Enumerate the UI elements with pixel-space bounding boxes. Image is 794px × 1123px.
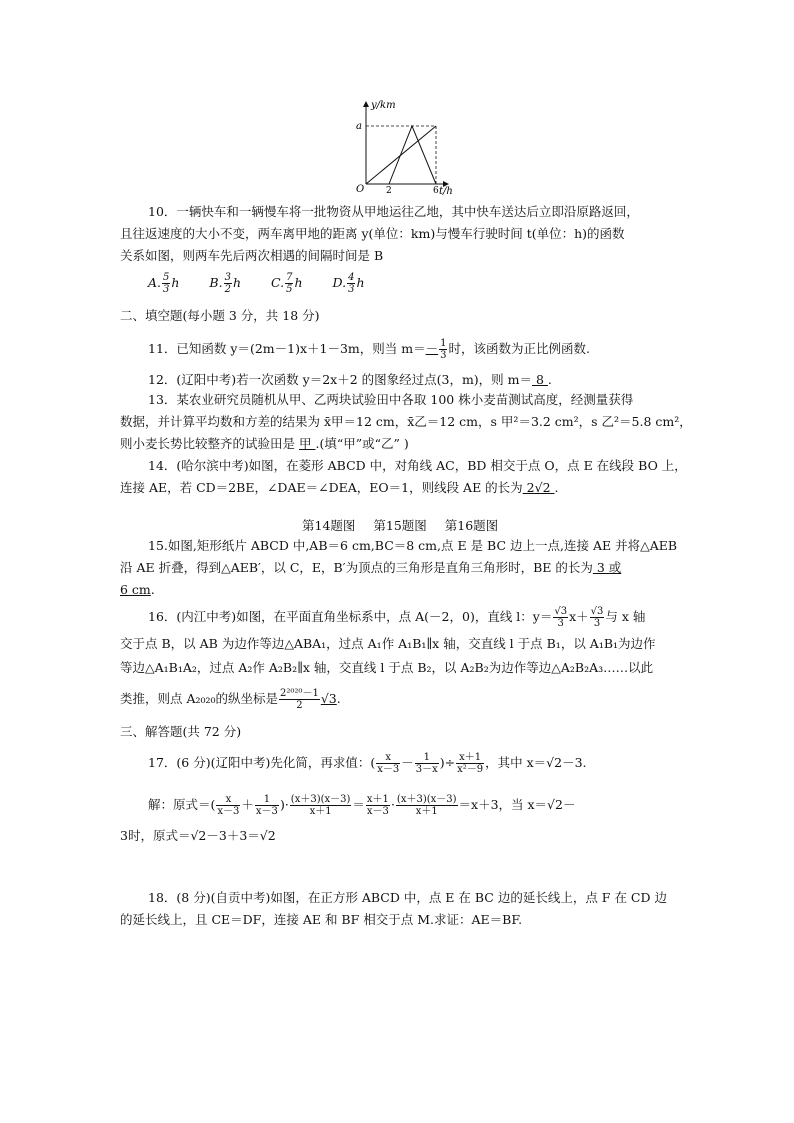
q11-answer: － $\frac{1}{3}$	[425, 338, 447, 361]
q16-line3: 等边△A₁B₁A₂，过点 A₂作 A₂B₂∥x 轴，交直线 l 于点 B₂，以 A₂B₂为边作等边△A₂B₂A₃……以此	[120, 660, 654, 675]
q14-answer: 2√2	[522, 480, 555, 495]
q10-line2: 且往返速度的大小不变，两车离甲地的距离 y(单位：km)与慢车行驶时间 t(单位：h)的函数	[120, 226, 625, 241]
figure-captions: 第14题图 第15题图 第16题图	[302, 518, 499, 533]
q17-solution-line: 解：原式＝( $\frac{x}{x-3}$ ＋ $\frac{1}{x-3}$ )· $\frac{(x+3)(x-3)}{x+1}$ ＝ $\frac{x+1}{x-3}$ · $\frac{(x+3)(x-3)}{x+1}$ ＝x＋3，当 x＝√2－	[148, 794, 576, 817]
q10-option-c: C. $\frac{7}{5}$ h	[271, 272, 303, 295]
q18-line1: 18．(8 分)(自贡中考)如图，在正方形 ABCD 中，点 E 在 BC 边的延长线上，点 F 在 CD 边	[148, 890, 667, 905]
q13-line1: 13．某农业研究员随机从甲、乙两块试验田中各取 100 株小麦苗测试高度，经测量获得	[148, 392, 634, 407]
q14-line1: 14．(哈尔滨中考)如图，在菱形 ABCD 中，对角线 AC，BD 相交于点 O，点 E 在线段 BO 上，	[148, 458, 687, 473]
q10-line1: 10．一辆快车和一辆慢车将一批物资从甲地运往乙地，其中快车送达后立即沿原路返回，	[148, 204, 639, 219]
q15-line3: 6 cm.	[120, 582, 155, 597]
tick-6-label: 6	[433, 186, 439, 196]
q14-line2: 连接 AE，若 CD＝2BE，∠DAE＝∠DEA，EO＝1，则线段 AE 的长为 2√2 .	[120, 480, 559, 495]
q13-line3: 则小麦长势比较整齐的试验田是 甲 .(填“甲”或“乙” )	[120, 436, 409, 451]
tick-2-label: 2	[386, 186, 392, 196]
q12-answer: 8	[532, 372, 548, 387]
section-solve-heading: 三、解答题(共 72 分)	[120, 724, 242, 739]
distance-time-graph	[344, 98, 454, 196]
x-axis-label: t/h	[439, 186, 453, 196]
origin-label: O	[356, 184, 365, 195]
q18-line2: 的延长线上，且 CE＝DF，连接 AE 和 BF 相交于点 M.求证：AE＝BF.	[120, 912, 523, 927]
q10-option-d: D. $\frac{4}{3}$ h	[332, 272, 365, 295]
q15-answer-part1: 3 或	[592, 560, 622, 575]
q12-line: 12．(辽阳中考)若一次函数 y＝2x＋2 的图象经过点(3，m)，则 m＝ 8 .	[148, 372, 552, 387]
q10-option-a: A. $\frac{5}{3}$ h	[148, 272, 180, 295]
q10-options	[148, 272, 365, 295]
q13-line2: 数据，并计算平均数和方差的结果为 x̄甲＝12 cm，x̄乙＝12 cm，s 甲²＝3.2 cm²，s 乙²＝5.8 cm²，	[120, 414, 692, 429]
q15-line2: 沿 AE 折叠，得到△AEB′，以 C，E，B′为顶点的三角形是直角三角形时，BE 的长为 3 或	[120, 560, 622, 575]
q16-line4: 类推，则点 A₂₀₂₀的纵坐标是 $\frac{\text{2²⁰²⁰－1}}{2}$ √3.	[120, 688, 341, 711]
section-fill-in-heading: 二、填空题(每小题 3 分，共 18 分)	[120, 308, 320, 323]
q13-answer: 甲	[298, 436, 316, 451]
q17-line1: 17．(6 分)(辽阳中考)先化简，再求值：( $\frac{x}{x-3}$ － $\frac{1}{3-x}$ )÷ $\frac{x+1}{\text{x²－9}}$ ，其中 x＝√2－3.	[148, 752, 587, 775]
y-axis-label: y/km	[371, 100, 396, 111]
a-label: a	[356, 121, 362, 132]
q15-line1: 15.如图,矩形纸片 ABCD 中,AB＝6 cm,BC＝8 cm,点 E 是 BC 边上一点,连接 AE 并将△AEB	[148, 538, 678, 553]
q10-option-b: B. $\frac{3}{2}$ h	[209, 272, 242, 295]
q16-line2: 交于点 B，以 AB 为边作等边△ABA₁，过点 A₁作 A₁B₁∥x 轴，交直线 l 于点 B₁，以 A₁B₁为边作	[120, 636, 656, 651]
q16-line1: 16．(内江中考)如图，在平面直角坐标系中，点 A(－2，0)，直线 l：y＝ $\frac{√3}{3}$ x＋ $\frac{√3}{3}$ 与 x 轴	[148, 606, 646, 629]
q16-answer: $\frac{\text{2²⁰²⁰－1}}{2}$ √3	[280, 688, 337, 711]
q17-solution-line2: 3时，原式＝√2－3＋3＝√2	[120, 828, 276, 843]
fast-car-line	[389, 126, 436, 184]
q10-line3: 关系如图，则两车先后两次相遇的间隔时间是 B	[120, 248, 384, 263]
q15-answer-part2: 6 cm	[120, 582, 151, 597]
q11-line: 11．已知函数 y＝(2m－1)x＋1－3m，则当 m＝－ $\frac{1}{3}$ 时，该函数为正比例函数.	[148, 338, 590, 361]
